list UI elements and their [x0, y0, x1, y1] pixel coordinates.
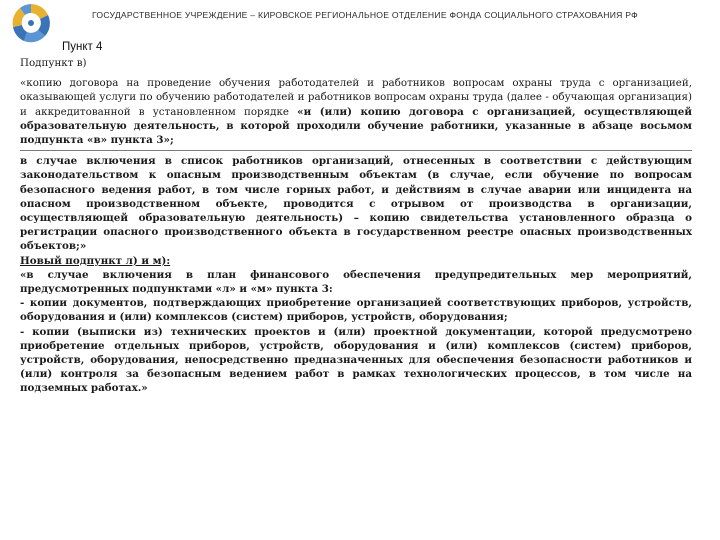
- paragraph-3: «в случае включения в план финансового обеспечения предупредительных мер мероприятий, предусмотренных подпунктами «л» и «м» пункта 3:: [20, 268, 692, 296]
- paragraph-1: [20, 76, 692, 151]
- paragraph-4: - копии документов, подтверждающих приобретение организацией соответствующих приборов, устройств, оборудования и (или) комплексов (систем) приборов, устройств, оборудования;: [20, 297, 692, 324]
- org-title: ГОСУДАРСТВЕННОЕ УЧРЕЖДЕНИЕ – КИРОВСКОЕ РЕГИОНАЛЬНОЕ ОТДЕЛЕНИЕ ФОНДА СОЦИАЛЬНОГО СТРАХОВАНИЯ РФ: [92, 10, 638, 20]
- paragraph-2: в случае включения в список работников организаций, отнесенных в соответствии с действующим законодательством к опасным производственным объектам (в случае, если обучение по вопросам безопасного ведения работ, в том числе горных работ, и действиям в случае аварии или инцидента на опасном производственном объекте, проводится с отрывом от производства в организации, осуществляющей образовательную деятельность) – копию свидетельства установленного образца о регистрации опасного производственного объекта в государственном реестре опасных производственных объектов;»: [20, 155, 692, 253]
- fss-emblem-icon: [4, 2, 58, 44]
- podpunkt-heading: Подпункт в): [20, 57, 87, 69]
- paragraph-1-text: «копию договора на проведение обучения работодателей и работников вопросам охраны труда с организацией, оказывающей услуги по обучению работодателей и работников вопросам охраны труда (далее - обучающая организация) и аккредитованной в установленном порядке: [20, 77, 692, 118]
- paragraph-1-bold: «и (или) копию договора с организацией, осуществляющей образовательную деятельность, в которой проходили обучение работники, указанные в абзаце восьмом подпункта «в» пункта 3»;: [20, 105, 692, 147]
- document-body: [20, 56, 692, 396]
- paragraph-5: - копии (выписки из) технических проектов и (или) проектной документации, которой предусмотрено приобретение отдельных приборов, устройств, оборудования и (или) комплексов (систем) приборов, устройств, оборудования, непосредственно предназначенных для обеспечения безопасности работников и (или) контроля за безопасным ведением работ в рамках технологических процессов, в том числе на подземных работах.»: [20, 325, 692, 395]
- punkt-heading: Пункт 4: [62, 41, 103, 53]
- new-subpunkt-heading: Новый подпункт л) и м):: [20, 254, 171, 267]
